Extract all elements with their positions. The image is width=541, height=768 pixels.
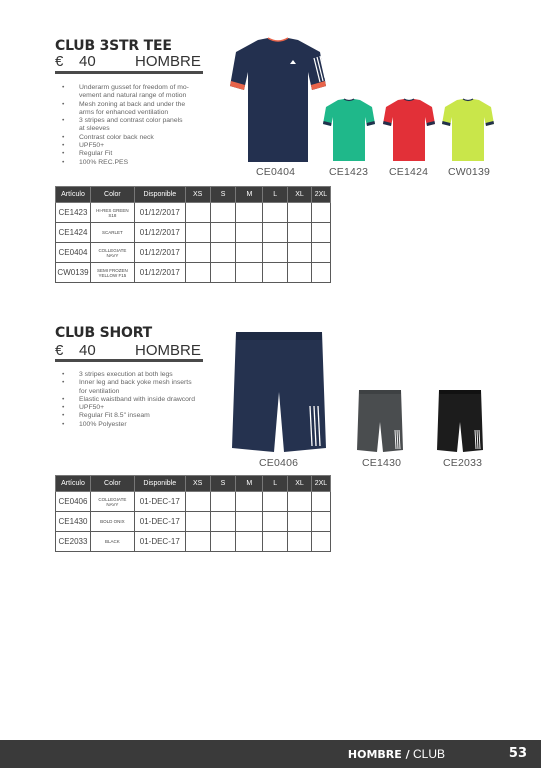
size-qty-cell[interactable] [185,203,210,223]
column-header: XL [288,187,312,203]
footer-subsection: CLUB [409,747,445,761]
feature-item: • Mesh zoning at back and under the [62,101,189,109]
column-header: L [263,476,288,492]
page-footer [0,740,541,768]
size-qty-cell[interactable] [236,243,263,263]
size-qty-cell[interactable] [263,532,288,552]
product-code: CE1423 [329,166,369,178]
date-cell: 01-DEC-17 [134,492,185,512]
short-price: 40 [79,342,96,359]
size-qty-cell[interactable] [263,223,288,243]
footer-section: HOMBRE / [347,748,410,761]
product-code: CW0139 [448,166,491,178]
size-qty-cell[interactable] [288,263,312,283]
color-cell: SEMI FROZEN YELLOW F15 [90,263,134,283]
size-qty-cell[interactable] [311,492,330,512]
size-qty-cell[interactable] [210,263,236,283]
table-header-row [56,476,331,492]
article-cell: CW0139 [56,263,91,283]
article-cell: CE1423 [56,203,91,223]
size-qty-cell[interactable] [288,203,312,223]
column-header: S [210,476,236,492]
feature-item: • Inner leg and back yoke mesh inserts [62,379,195,387]
table-row [56,492,331,512]
tee-availability-table [55,186,331,283]
tee-price-line [55,53,201,70]
size-qty-cell[interactable] [210,223,236,243]
short-grey-image [356,388,404,454]
size-qty-cell[interactable] [311,512,330,532]
table-row [56,263,331,283]
short-gender: HOMBRE [135,342,201,359]
short-feature-list [62,371,195,429]
column-header: L [263,187,288,203]
article-cell: CE0406 [56,492,91,512]
short-price-line [55,342,201,359]
size-qty-cell[interactable] [311,203,330,223]
size-qty-cell[interactable] [263,263,288,283]
column-header: 2XL [311,476,330,492]
size-qty-cell[interactable] [210,512,236,532]
size-qty-cell[interactable] [185,512,210,532]
size-qty-cell[interactable] [236,223,263,243]
size-qty-cell[interactable] [263,492,288,512]
short-title: CLUB SHORT [55,325,153,341]
feature-item: • Elastic waistband with inside drawcord [62,396,195,404]
size-qty-cell[interactable] [288,492,312,512]
column-header: XS [185,476,210,492]
color-cell: COLLEGIATE NAVY [90,492,134,512]
size-qty-cell[interactable] [288,223,312,243]
tee-navy-image [228,36,328,166]
column-header: Artículo [56,476,91,492]
size-qty-cell[interactable] [185,492,210,512]
size-qty-cell[interactable] [263,243,288,263]
short-currency: € [55,342,64,359]
color-cell: SCARLET [90,223,134,243]
size-qty-cell[interactable] [236,263,263,283]
size-qty-cell[interactable] [210,492,236,512]
size-qty-cell[interactable] [185,263,210,283]
size-qty-cell[interactable] [288,512,312,532]
article-cell: CE0404 [56,243,91,263]
date-cell: 01/12/2017 [134,263,185,283]
feature-item: at sleeves [79,125,110,133]
column-header: Disponible [134,476,185,492]
date-cell: 01-DEC-17 [134,512,185,532]
size-qty-cell[interactable] [288,532,312,552]
article-cell: CE2033 [56,532,91,552]
column-header: S [210,187,236,203]
feature-item: vement and natural range of motion [79,92,187,100]
size-qty-cell[interactable] [311,223,330,243]
size-qty-cell[interactable] [236,492,263,512]
column-header: Artículo [56,187,91,203]
size-qty-cell[interactable] [311,263,330,283]
column-header: M [236,187,263,203]
size-qty-cell[interactable] [288,243,312,263]
size-qty-cell[interactable] [210,532,236,552]
column-header: M [236,476,263,492]
size-qty-cell[interactable] [311,532,330,552]
article-cell: CE1424 [56,223,91,243]
size-qty-cell[interactable] [236,203,263,223]
date-cell: 01/12/2017 [134,203,185,223]
page-number: 53 [508,746,527,761]
column-header: 2XL [311,187,330,203]
date-cell: 01/12/2017 [134,243,185,263]
feature-item: for ventilation [79,387,120,395]
feature-item: • UPF50+ [62,404,195,412]
color-cell: BOLD ONIX [90,512,134,532]
short-availability-table [55,475,331,552]
size-qty-cell[interactable] [185,223,210,243]
size-qty-cell[interactable] [236,532,263,552]
footer-section-label [348,747,445,761]
feature-item: • 100% Polyester [62,421,195,429]
product-code: CE0404 [256,166,296,178]
feature-item: • Contrast color back neck [62,134,189,142]
short-navy-image [230,328,328,454]
tee-yellow-image [441,98,495,164]
tee-gender: HOMBRE [135,53,201,70]
feature-item: arms for enhanced ventilation [79,108,169,116]
table-row [56,512,331,532]
size-qty-cell[interactable] [210,243,236,263]
date-cell: 01/12/2017 [134,223,185,243]
size-qty-cell[interactable] [185,532,210,552]
size-qty-cell[interactable] [236,512,263,532]
product-code: CE0406 [259,457,299,469]
column-header: XL [288,476,312,492]
column-header: Color [90,476,134,492]
feature-item: • UPF50+ [62,142,189,150]
size-qty-cell[interactable] [311,243,330,263]
color-cell: HI-RES GREEN S18 [90,203,134,223]
article-cell: CE1430 [56,512,91,532]
short-black-image [436,388,484,454]
feature-item: • 100% REC.PES [62,159,189,167]
size-qty-cell[interactable] [210,203,236,223]
tee-red-image [382,98,436,164]
table-row [56,243,331,263]
size-qty-cell[interactable] [263,512,288,532]
table-header-row [56,187,331,203]
color-cell: COLLEGIATE NAVY [90,243,134,263]
feature-item: • Regular Fit 8.5" inseam [62,412,195,420]
feature-item: • 3 stripes execution at both legs [62,371,195,379]
column-header: XS [185,187,210,203]
product-code: CE1430 [362,457,402,469]
product-code: CE2033 [443,457,483,469]
column-header: Disponible [134,187,185,203]
table-row [56,203,331,223]
table-row [56,532,331,552]
tee-currency: € [55,53,64,70]
table-row [56,223,331,243]
size-qty-cell[interactable] [185,243,210,263]
column-header: Color [90,187,134,203]
feature-item: • Regular Fit [62,150,189,158]
feature-item: • 3 stripes and contrast color panels [62,117,189,125]
date-cell: 01-DEC-17 [134,532,185,552]
feature-item: • Underarm gusset for freedom of mo- [62,84,189,92]
size-qty-cell[interactable] [263,203,288,223]
color-cell: BLACK [90,532,134,552]
tee-title: CLUB 3STR TEE [55,38,172,54]
tee-feature-list [62,84,189,167]
tee-green-image [322,98,376,164]
product-code: CE1424 [389,166,429,178]
short-title-rule [55,359,203,362]
tee-price: 40 [79,53,96,70]
tee-title-rule [55,71,203,74]
